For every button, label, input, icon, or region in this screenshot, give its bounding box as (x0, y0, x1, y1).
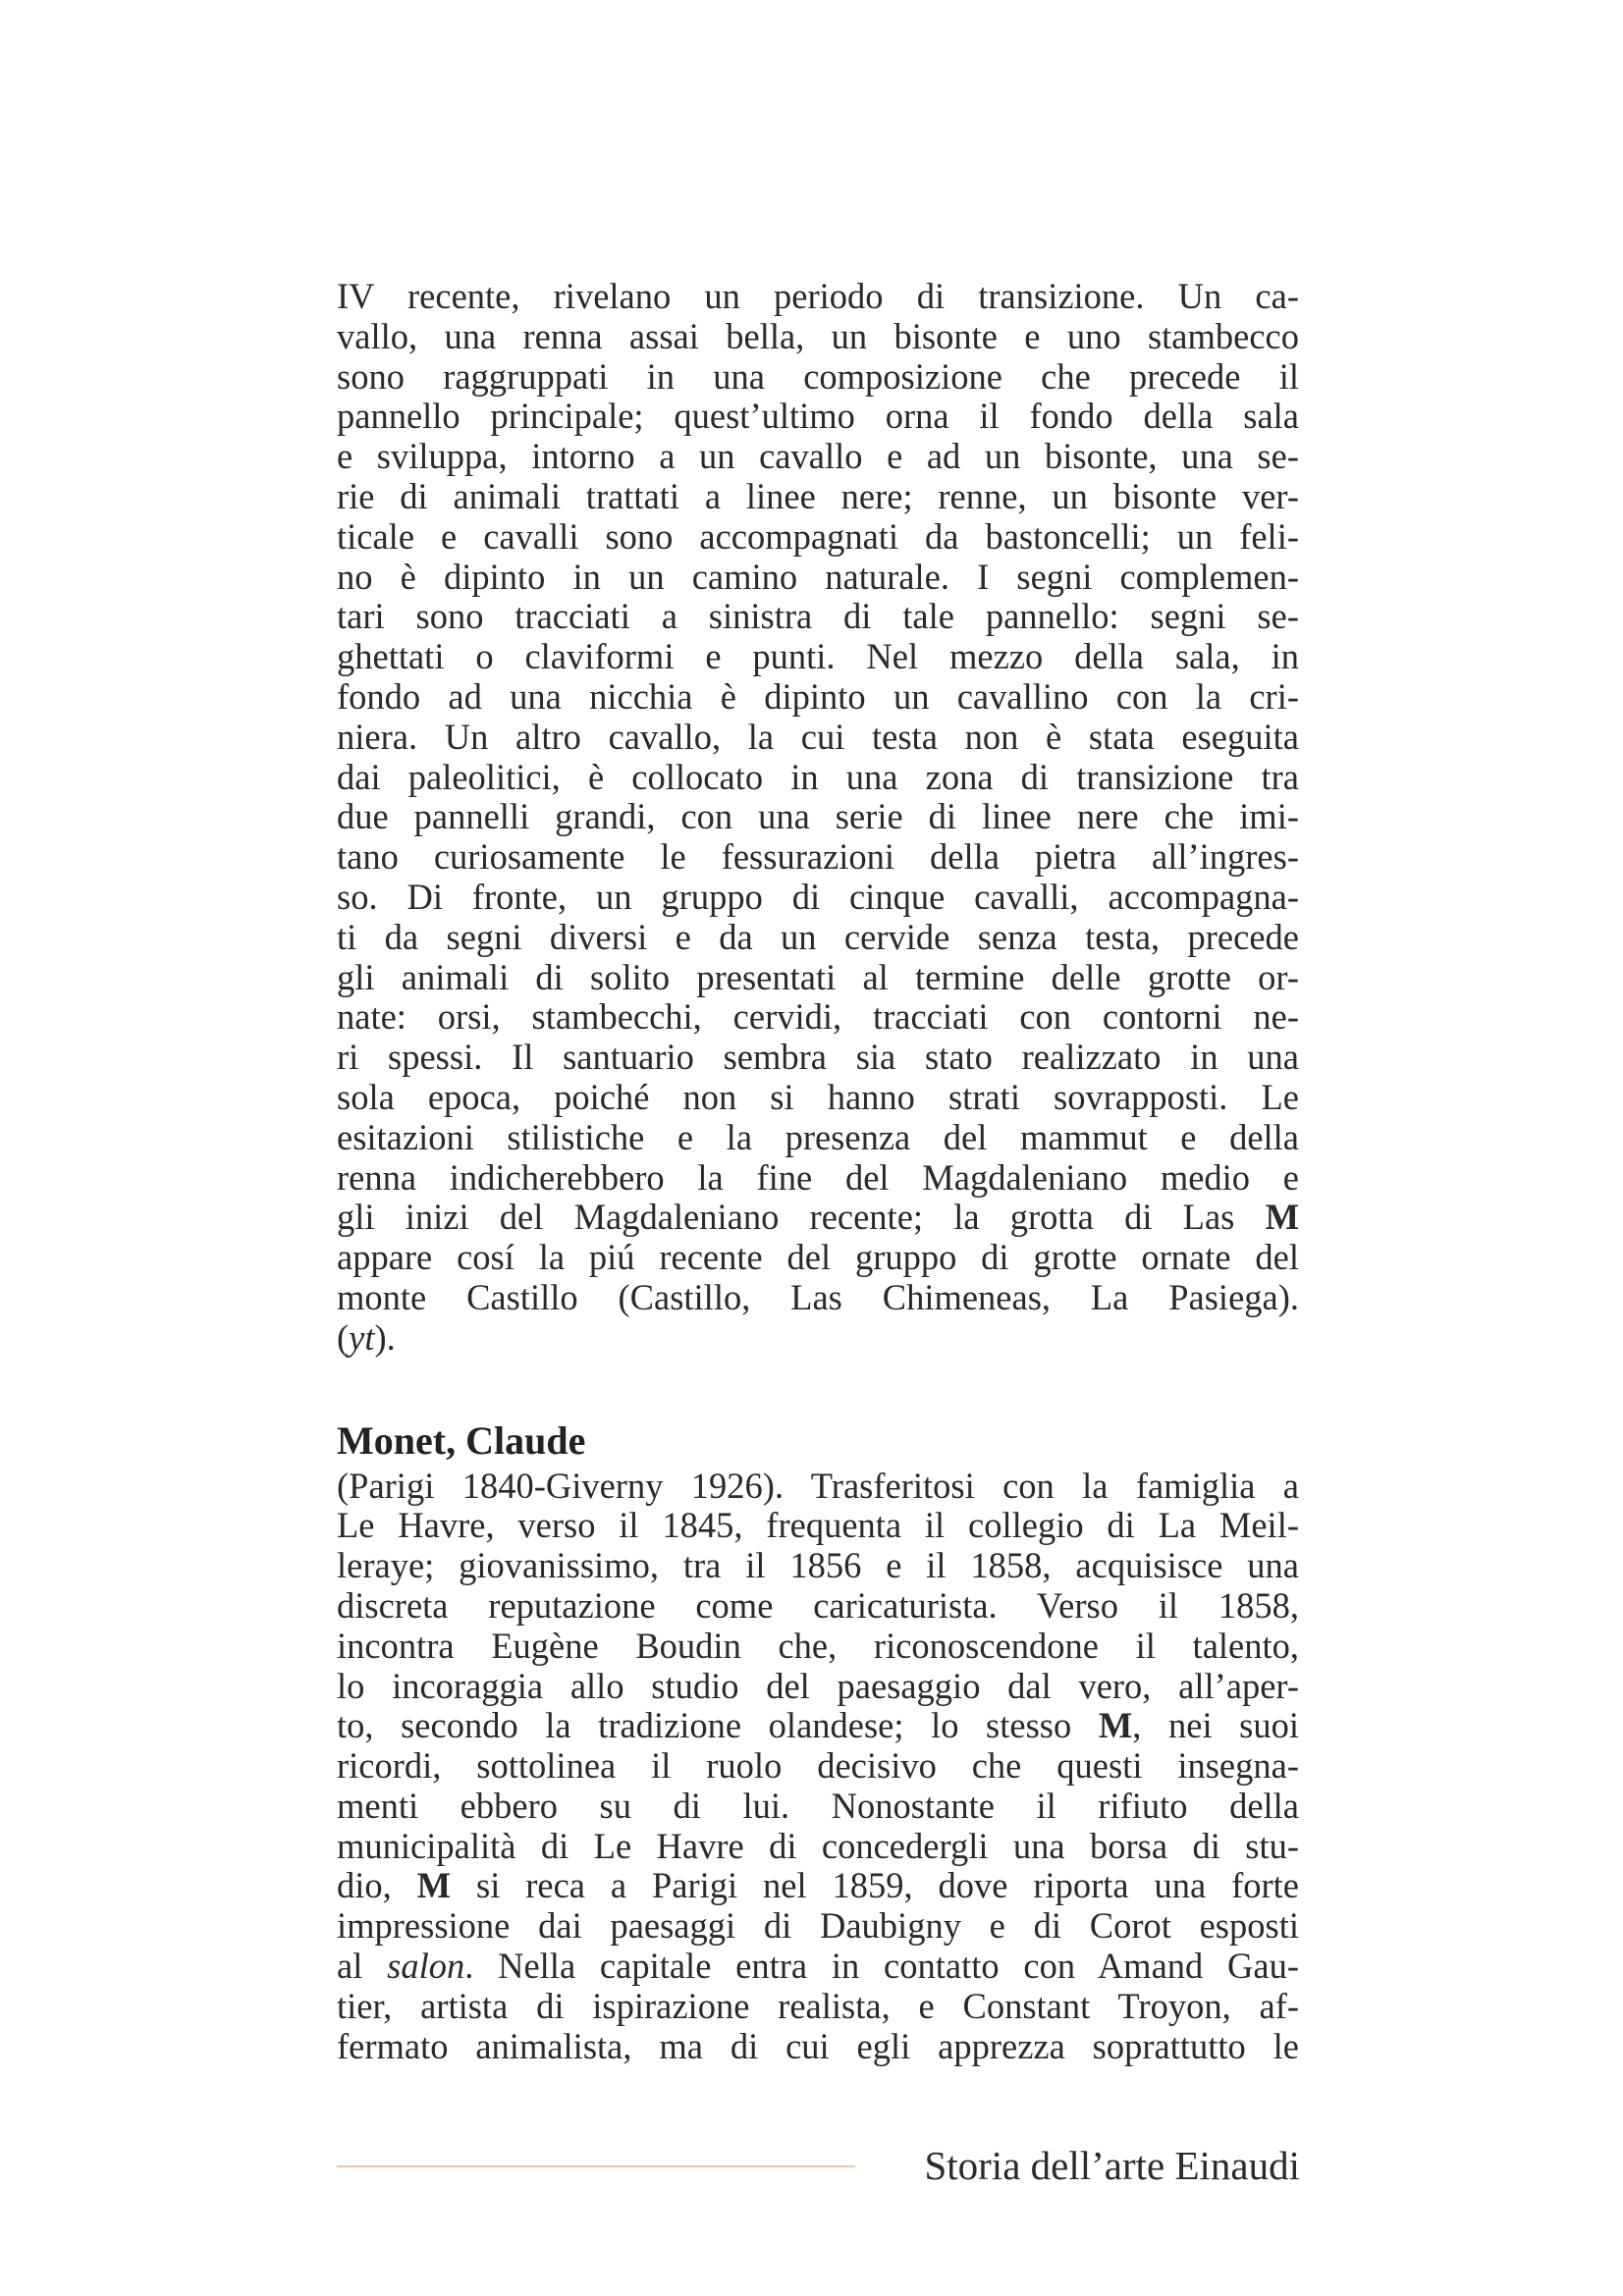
text-line: municipalità di Le Havre di concedergli una borsa di stu- (337, 1825, 1299, 1866)
text-line: menti ebbero su di lui. Nonostante il rifiuto della (337, 1785, 1299, 1826)
entry-abbreviation: M (416, 1865, 452, 1906)
text-line: monte Castillo (Castillo, Las Chimeneas, La Pasiega). (337, 1276, 1299, 1317)
text-line: ti da segni diversi e da un cervide senza testa, precede (337, 916, 1299, 957)
text-line: sono raggruppati in una composizione che precede il (337, 355, 1299, 397)
text-line: niera. Un altro cavallo, la cui testa non è stata eseguita (337, 716, 1299, 757)
text-line (337, 1706, 1299, 1746)
text-line: tier, artista di ispirazione realista, e Constant Troyon, af- (337, 1985, 1299, 2026)
text-line: nate: orsi, stambecchi, cervidi, tracciati con contorni ne- (337, 996, 1299, 1038)
text-line: ghettati o claviformi e punti. Nel mezzo della sala, in (337, 636, 1299, 677)
text-line: impressione dai paesaggi di Daubigny e di Corot esposti (337, 1905, 1299, 1947)
continuation-paragraph (337, 277, 1299, 1359)
text-line: pannello principale; quest’ultimo orna il fondo della sala (337, 396, 1299, 437)
italic-term: salon (387, 1946, 465, 1987)
text-line: tari sono tracciati a sinistra di tale pannello: segni se- (337, 596, 1299, 637)
text-line: Le Havre, verso il 1845, frequenta il collegio di La Meil- (337, 1505, 1299, 1546)
text-line: incontra Eugène Boudin che, riconoscendone il talento, (337, 1625, 1299, 1666)
entry-spacer (337, 1359, 1299, 1415)
text-line-part: dio, (337, 1865, 392, 1906)
entry-abbreviation: M (1265, 1197, 1300, 1238)
text-line: ricordi, sottolinea il ruolo decisivo che questi insegna- (337, 1745, 1299, 1787)
text-line-part: . Nella capitale entra in contatto con Amand Gau- (464, 1946, 1299, 1987)
author-initials: yt (349, 1316, 375, 1358)
text-line: fondo ad una nicchia è dipinto un cavallino con la cri- (337, 675, 1299, 717)
text-line: leraye; giovanissimo, tra il 1856 e il 1858, acquisisce una (337, 1545, 1299, 1586)
entry-abbreviation: M (1098, 1705, 1133, 1746)
text-line: rie di animali trattati a linee nere; renne, un bisonte ver- (337, 475, 1299, 516)
text-line: lo incoraggia allo studio del paesaggio dal vero, all’aper- (337, 1665, 1299, 1706)
text-line: ri spessi. Il santuario sembra sia stato realizzato in una (337, 1037, 1299, 1078)
entry-title: Monet, Claude (337, 1417, 586, 1463)
text-line: dai paleolitici, è collocato in una zona di transizione tra (337, 756, 1299, 797)
entry-paragraph (337, 1467, 1299, 2067)
text-line: (Parigi 1840-Giverny 1926). Trasferitosi con la famiglia a (337, 1465, 1299, 1506)
text-line: renna indicherebbero la fine del Magdaleniano medio e (337, 1156, 1299, 1198)
text-line: fermato animalista, ma di cui egli apprezza soprattutto le (337, 2025, 1299, 2066)
text-line-part: gli inizi del Magdaleniano recente; la grotta di Las (337, 1197, 1235, 1238)
footer-title: Storia dell’arte Einaudi (924, 2143, 1300, 2188)
text-line: ticale e cavalli sono accompagnati da bastoncelli; un feli- (337, 515, 1299, 557)
text-column (337, 277, 1299, 2066)
text-line-part: , nei suoi (1132, 1705, 1300, 1746)
text-line: so. Di fronte, un gruppo di cinque cavalli, accompagna- (337, 876, 1299, 917)
text-line-part: al (337, 1946, 363, 1987)
text-line: esitazioni stilistiche e la presenza del mammut e della (337, 1116, 1299, 1157)
text-line: gli animali di solito presentati al termine delle grotte or- (337, 956, 1299, 997)
footer-rule (337, 2165, 855, 2167)
text-line (337, 1947, 1299, 1987)
text-line-part: to, secondo la tradizione olandese; lo stesso (337, 1705, 1072, 1746)
text-line: no è dipinto in un camino naturale. I segni complemen- (337, 556, 1299, 597)
text-line: tano curiosamente le fessurazioni della pietra all’ingres- (337, 836, 1299, 878)
text-line: due pannelli grandi, con una serie di linee nere che imi- (337, 796, 1299, 837)
text-line: appare cosí la piú recente del gruppo di grotte ornate del (337, 1237, 1299, 1278)
text-line: IV recente, rivelano un periodo di transizione. Un ca- (337, 276, 1299, 316)
text-line (337, 1198, 1299, 1238)
text-line: e sviluppa, intorno a un cavallo e ad un bisonte, una se- (337, 436, 1299, 477)
text-line-part: si reca a Parigi nel 1859, dove riporta una forte (476, 1865, 1300, 1906)
author-signature: (yt). (337, 1316, 396, 1358)
text-line (337, 1866, 1299, 1906)
text-line: sola epoca, poiché non si hanno strati sovrapposti. Le (337, 1076, 1299, 1117)
text-line: discreta reputazione come caricaturista. Verso il 1858, (337, 1584, 1299, 1626)
text-line: vallo, una renna assai bella, un bisonte e uno stambecco (337, 315, 1299, 356)
